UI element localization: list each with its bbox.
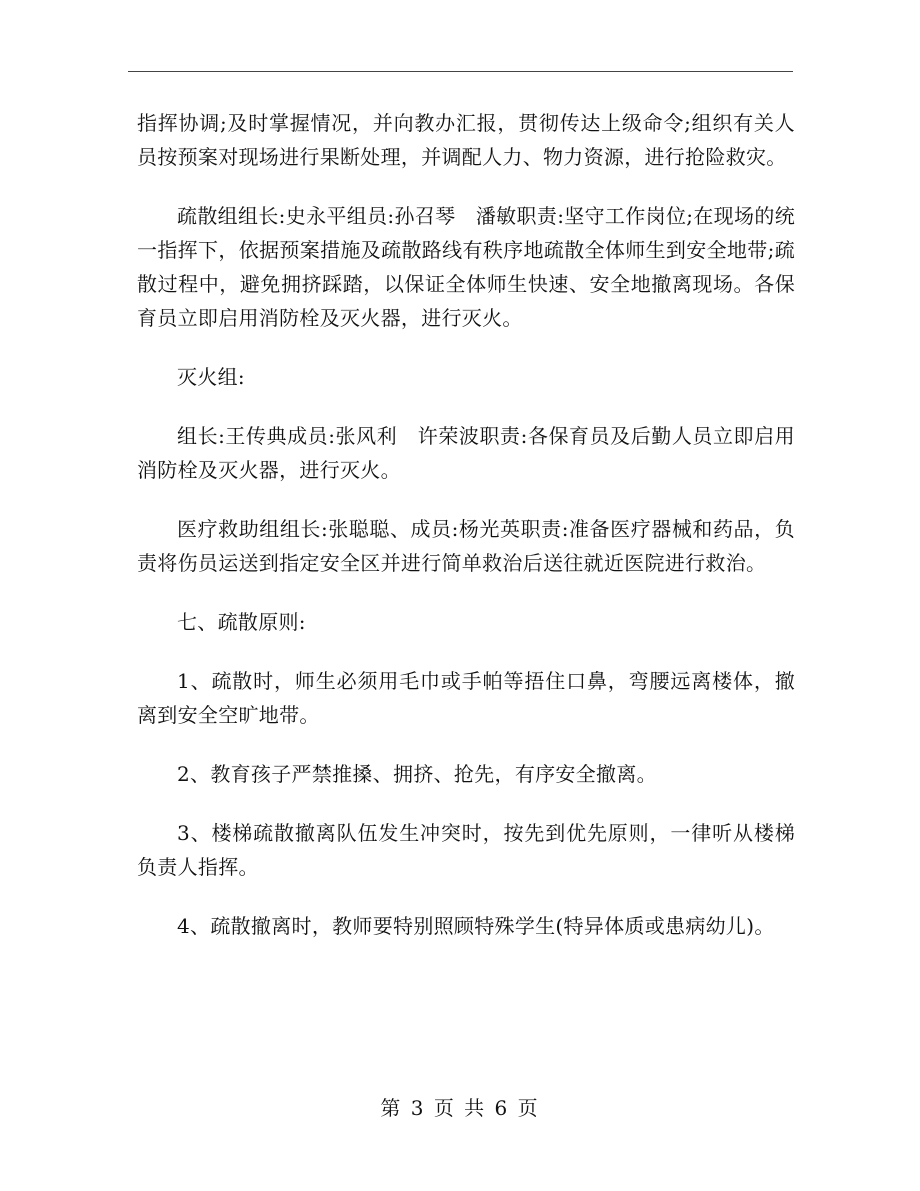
principle-item-4: 4、疏散撤离时，教师要特别照顾特殊学生(特异体质或患病幼儿)。 — [177, 914, 775, 938]
principle-item-3: 3、楼梯疏散撤离队伍发生冲突时，按先到优先原则，一律听从楼梯负责人指挥。 — [137, 821, 795, 879]
section-heading-evacuation-principles: 七、疏散原则: — [177, 610, 306, 634]
principle-item-2: 2、教育孩子严禁推搡、拥挤、抢先，有序安全撤离。 — [177, 762, 657, 786]
page-number-footer: 第 3 页 共 6 页 — [380, 1096, 540, 1120]
paragraph-medical-rescue-group: 医疗救助组组长:张聪聪、成员:杨光英职责:准备医疗器械和药品，负责将伤员运送到指定安全区并进行简单救治后送往就近医院进行救治。 — [137, 517, 795, 575]
document-body — [137, 106, 795, 968]
principle-item-1: 1、疏散时，师生必须用毛巾或手帕等捂住口鼻，弯腰远离楼体，撤离到安全空旷地带。 — [137, 669, 795, 727]
header-rule — [128, 71, 793, 72]
paragraph-firefighting-group: 组长:王传典成员:张风利 许荣波职责:各保育员及后勤人员立即启用消防栓及灭火器，进行灭火。 — [137, 424, 795, 482]
paragraph-firefighting-group-heading: 灭火组: — [177, 365, 245, 389]
paragraph-command-coordination: 指挥协调;及时掌握情况，并向教办汇报，贯彻传达上级命令;组织有关人员按预案对现场进行果断处理，并调配人力、物力资源，进行抢险救灾。 — [137, 111, 795, 169]
paragraph-evacuation-group: 疏散组组长:史永平组员:孙召琴 潘敏职责:坚守工作岗位;在现场的统一指挥下，依据预案措施及疏散路线有秩序地疏散全体师生到安全地带;疏散过程中，避免拥挤踩踏，以保证全体师生快速、安全地撤离现场。各保育员立即启用消防栓及灭火器，进行灭火。 — [137, 204, 795, 330]
